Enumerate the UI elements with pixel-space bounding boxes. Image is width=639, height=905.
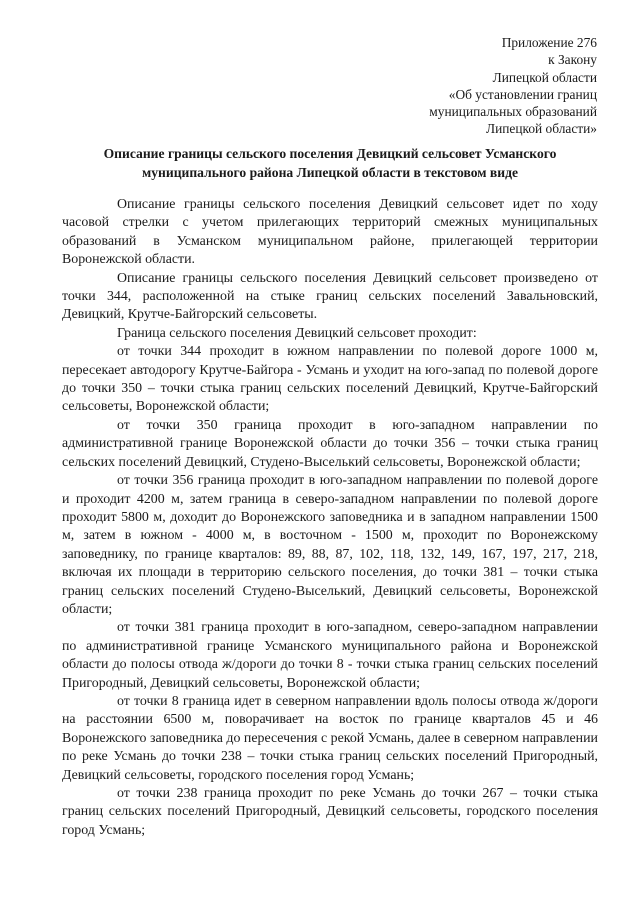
appendix-line: к Закону [548,52,597,68]
body-paragraph: Описание границы сельского поселения Девицкий сельсовет идет по ходу часовой стрелки с учетом прилегающих территорий смежных муниципальных образований в Усманском муниципальном районе, прилегающей территории Воронежской области. [62,197,598,268]
appendix-line: Липецкой области» [485,121,597,137]
appendix-header [429,34,597,138]
body-paragraph: от точки 356 граница проходит в юго-западном направлении по полевой дороге и проходит 4200 м, затем граница в северо-западном направлении по полевой дороге проходит 5800 м, доходит до Воронежского заповедника и в западном направлении 1500 м, затем в южном - 4000 м, в восточном - 1500 м, проходит по Воронежскому заповеднику, по границе кварталов: 89, 88, 87, 102, 118, 132, 149, 167, 197, 217, 218, включая их площади в территорию сельского поселения, до точки 381 – точки стыка границ сельских поселений Студено-Выселький, Девицкий сельсоветы, Воронежской области; [62,473,598,617]
appendix-line: Липецкой области [492,69,597,85]
appendix-line: Приложение 276 [501,35,597,50]
appendix-line: муниципальных образований [429,104,597,120]
appendix-line: «Об установлении границ [448,86,597,102]
body-paragraph: Описание границы сельского поселения Девицкий сельсовет произведено от точки 344, расположенной на стыке границ сельских поселений Завальновский, Девицкий, Крутче-Байгорский сельсоветы. [62,270,598,323]
body-paragraph: Граница сельского поселения Девицкий сельсовет проходит: [117,325,477,341]
document-title: Описание границы сельского поселения Девицкий сельсовет Усманского муниципального района Липецкой области в текстовом виде [103,146,557,180]
body-paragraph: от точки 238 граница проходит по реке Усмань до точки 267 – точки стыка границ сельских поселений Пригородный, Девицкий сельсоветы, городского поселения город Усмань; [62,786,598,838]
body-paragraph: от точки 8 граница идет в северном направлении вдоль полосы отвода ж/дороги на расстоянии 6500 м, поворачивает на восток по границе кварталов 45 и 46 Воронежского заповедника до пересечения с рекой Усмань, далее в северном направлении по реке Усмань до точки 238 – точки стыка границ сельских поселений Пригородный, Девицкий сельсоветы, городского поселения город Усмань; [62,693,598,783]
document-body [62,196,598,840]
body-paragraph: от точки 381 граница проходит в юго-западном, северо-западном направлении по административной границе Усманского муниципального района и Воронежской области до полосы отвода ж/дороги до точки 8 - точки стыка границ сельских поселений Пригородный, Девицкий сельсоветы, Воронежской области; [62,620,598,691]
body-paragraph: от точки 350 граница проходит в юго-западном направлении по административной границе Воронежской области до точки 356 – точки стыка границ сельских поселений Девицкий, Студено-Выселький сельсоветы, Воронежской области; [62,417,598,470]
body-paragraph: от точки 344 проходит в южном направлении по полевой дороге 1000 м, пересекает автодорогу Крутче-Байгора - Усмань и уходит на юго-запад по полевой дороге до точки 350 – точки стыка границ сельских поселений Девицкий, Крутче-Байгорский сельсоветы, Воронежской области; [62,344,598,415]
